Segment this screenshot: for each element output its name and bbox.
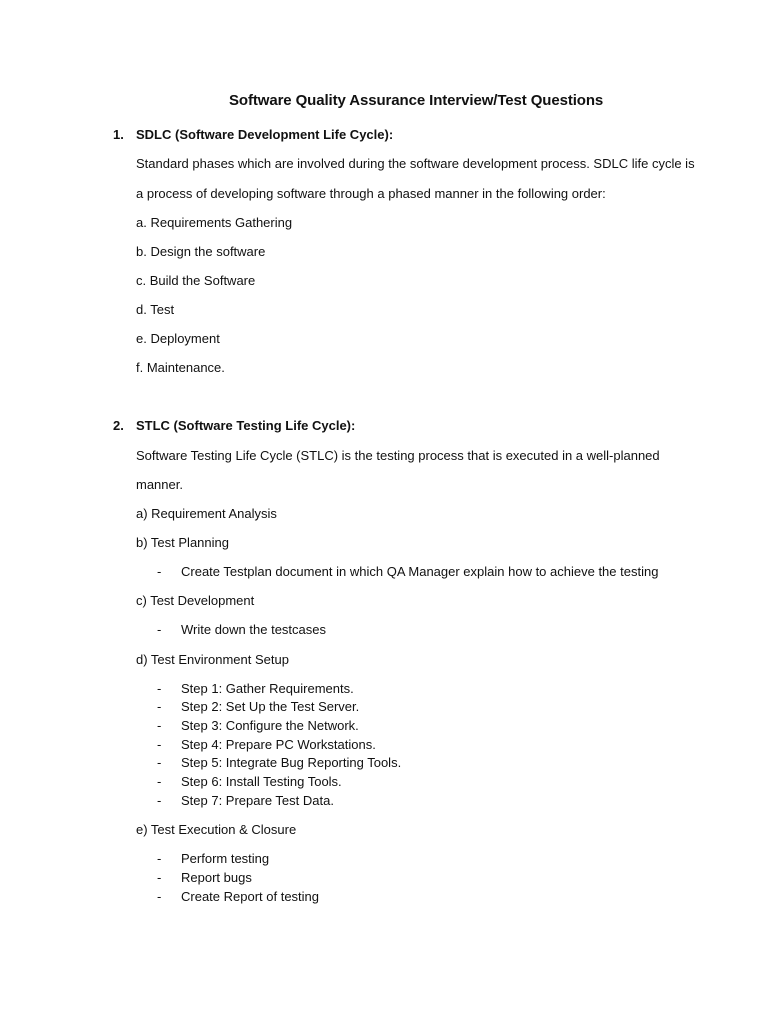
section-2-number: 2. [113,418,124,433]
section-1-paragraph-line-1: Standard phases which are involved during the software development process. SDLC life cycle is [136,156,695,171]
bullet-dash: - [157,681,162,696]
bullet-item [157,718,359,733]
stlc-phase-environment-setup: d) Test Environment Setup [136,652,289,667]
stlc-phase-test-development: c) Test Development [136,593,255,608]
section-2-heading [113,418,355,433]
bullet-item [157,737,376,752]
bullet-item [157,889,319,904]
bullet-text: Step 7: Prepare Test Data. [181,793,334,808]
stlc-phase-requirement-analysis: a) Requirement Analysis [136,506,277,521]
stlc-phase-execution-closure: e) Test Execution & Closure [136,822,297,837]
sdlc-phase-item: c. Build the Software [136,273,256,288]
bullet-item [157,851,269,866]
bullet-text: Step 1: Gather Requirements. [181,681,354,696]
bullet-text: Step 4: Prepare PC Workstations. [181,737,376,752]
sdlc-phase-item: e. Deployment [136,331,220,346]
bullet-item [157,870,252,885]
bullet-item [157,793,334,808]
bullet-dash: - [157,793,162,808]
sdlc-phase-item: d. Test [136,302,175,317]
bullet-item [157,622,326,637]
bullet-text: Step 3: Configure the Network. [181,718,359,733]
sdlc-phase-item: a. Requirements Gathering [136,215,293,230]
section-1-number: 1. [113,127,124,142]
bullet-dash: - [157,564,162,579]
bullet-item [157,681,354,696]
section-2-paragraph-line-2: manner. [136,477,183,492]
bullet-dash: - [157,718,162,733]
section-2-title: STLC (Software Testing Life Cycle): [136,418,356,433]
section-1-paragraph-line-2: a process of developing software through a phased manner in the following order: [136,186,606,201]
sdlc-phase-item: f. Maintenance. [136,360,225,375]
bullet-text: Step 5: Integrate Bug Reporting Tools. [181,755,402,770]
section-2-paragraph-line-1: Software Testing Life Cycle (STLC) is the testing process that is executed in a well-planned [136,448,660,463]
bullet-text: Create Report of testing [181,889,320,904]
bullet-dash: - [157,755,162,770]
bullet-dash: - [157,737,162,752]
bullet-dash: - [157,622,162,637]
bullet-dash: - [157,699,162,714]
sdlc-phase-item: b. Design the software [136,244,266,259]
bullet-text: Step 6: Install Testing Tools. [181,774,342,789]
section-1-heading [113,127,393,142]
bullet-text: Report bugs [181,870,252,885]
bullet-text: Write down the testcases [181,622,326,637]
stlc-phase-test-planning: b) Test Planning [136,535,229,550]
bullet-dash: - [157,889,162,904]
bullet-item [157,699,359,714]
bullet-dash: - [157,774,162,789]
bullet-item [157,564,658,579]
bullet-dash: - [157,851,162,866]
bullet-dash: - [157,870,162,885]
bullet-item [157,774,342,789]
bullet-text: Create Testplan document in which QA Manager explain how to achieve the testing [181,564,659,579]
section-1-title: SDLC (Software Development Life Cycle): [136,127,394,142]
bullet-item [157,755,401,770]
bullet-text: Perform testing [181,851,270,866]
document-title: Software Quality Assurance Interview/Test Questions [229,92,604,109]
bullet-text: Step 2: Set Up the Test Server. [181,699,360,714]
